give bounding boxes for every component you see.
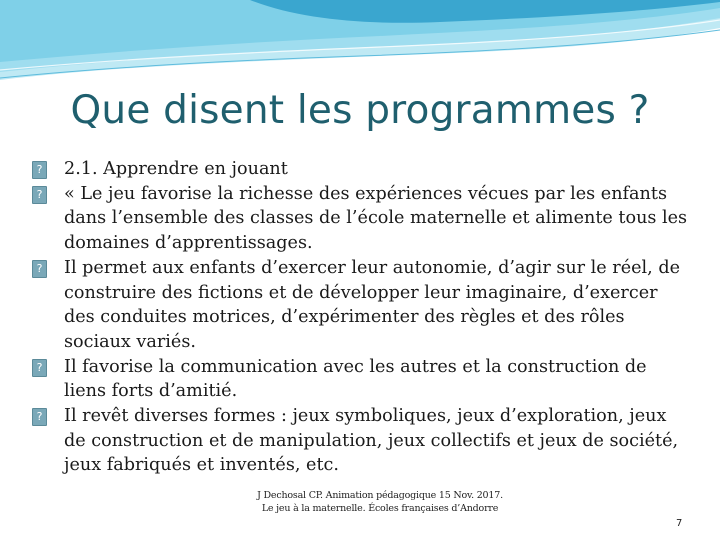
bullet-text: Il permet aux enfants d’exercer leur autonomie, d’agir sur le réel, de construire des fictions et de développer leur imaginaire, d’exercer des conduites motrices, d’expérimenter des règles et des rôles sociaux variés. [64,257,681,352]
bullet-marker-icon: ? [32,260,47,278]
slide-title: Que disent les programmes ? [70,88,650,133]
bullet-item [30,157,690,182]
bullet-text: Il revêt diverses formes : jeux symboliques, jeux d’exploration, jeux de construction et de manipulation, jeux collectifs et jeux de société, jeux fabriqués et inventés, etc. [64,406,679,476]
footer-credit: J Dechosal CP. Animation pédagogique 15 Nov. 2017. [257,490,503,501]
bullet-text: Il favorise la communication avec les autres et la construction de liens forts d’amitié. [64,356,647,402]
page-number: 7 [676,518,683,529]
footer-subtitle: Le jeu à la maternelle. Écoles françaises d’Andorre [261,503,499,514]
decorative-wave-header [0,0,720,90]
bullet-marker-icon: ? [32,161,47,179]
bullet-marker-icon: ? [32,186,47,204]
slide-footer [200,489,560,515]
bullet-item [30,182,690,256]
bullet-item [30,256,690,355]
bullet-item [30,355,690,404]
bullet-marker-icon: ? [32,408,47,426]
bullet-text: « Le jeu favorise la richesse des expériences vécues par les enfants dans l’ensemble des classes de l’école maternelle et alimente tous les domaines d’apprentissages. [64,183,688,254]
bullet-text: 2.1. Apprendre en jouant [64,159,288,179]
bullet-item [30,404,690,478]
bullet-marker-icon: ? [32,359,47,377]
bullet-list [30,157,690,478]
